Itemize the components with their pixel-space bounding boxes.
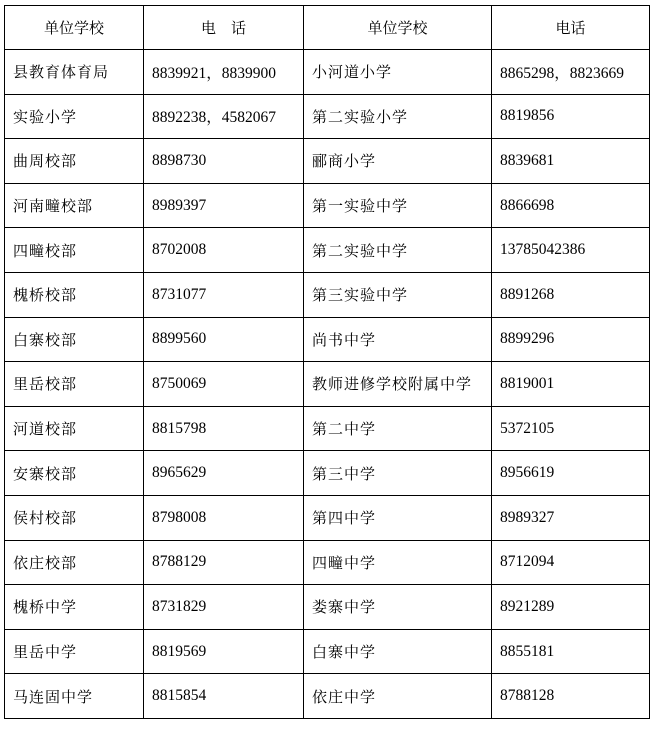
school-name-cell: 曲周校部 xyxy=(5,139,144,184)
phone-number-cell: 13785042386 xyxy=(492,228,650,273)
phone-number-cell: 8819569 xyxy=(144,629,304,674)
school-name-cell: 尚书中学 xyxy=(304,317,492,362)
phone-number-cell: 8819001 xyxy=(492,362,650,407)
school-name-cell: 实验小学 xyxy=(5,94,144,139)
school-name-cell: 第二实验中学 xyxy=(304,228,492,273)
school-name-cell: 槐桥中学 xyxy=(5,585,144,630)
phone-number-cell: 8839921，8839900 xyxy=(144,50,304,95)
phone-number-cell: 8956619 xyxy=(492,451,650,496)
table-row xyxy=(5,495,650,540)
table-row xyxy=(5,228,650,273)
phone-number-cell: 8815854 xyxy=(144,674,304,719)
school-name-cell: 河道校部 xyxy=(5,406,144,451)
phone-number-cell: 8899560 xyxy=(144,317,304,362)
school-name-cell: 里岳中学 xyxy=(5,629,144,674)
table-row xyxy=(5,183,650,228)
phone-number-cell: 8731829 xyxy=(144,585,304,630)
header-school-b: 单位学校 xyxy=(304,6,492,50)
school-name-cell: 依庄中学 xyxy=(304,674,492,719)
table-row xyxy=(5,362,650,407)
table-row xyxy=(5,540,650,585)
phone-number-cell: 8989327 xyxy=(492,495,650,540)
table-row xyxy=(5,139,650,184)
phone-number-cell: 8839681 xyxy=(492,139,650,184)
phone-number-cell: 8702008 xyxy=(144,228,304,273)
phone-number-cell: 8815798 xyxy=(144,406,304,451)
phone-number-cell: 8921289 xyxy=(492,585,650,630)
table-row xyxy=(5,272,650,317)
phone-number-cell: 8819856 xyxy=(492,94,650,139)
phone-number-cell: 8989397 xyxy=(144,183,304,228)
school-name-cell: 白寨校部 xyxy=(5,317,144,362)
phone-number-cell: 8788128 xyxy=(492,674,650,719)
table-row xyxy=(5,585,650,630)
table-row xyxy=(5,674,650,719)
phone-number-cell: 8898730 xyxy=(144,139,304,184)
phone-number-cell: 8965629 xyxy=(144,451,304,496)
school-name-cell: 第二中学 xyxy=(304,406,492,451)
header-phone-b: 电话 xyxy=(492,6,650,50)
phone-number-cell: 8892238，4582067 xyxy=(144,94,304,139)
school-name-cell: 槐桥校部 xyxy=(5,272,144,317)
phone-number-cell: 8899296 xyxy=(492,317,650,362)
phone-number-cell: 8750069 xyxy=(144,362,304,407)
school-name-cell: 县教育体育局 xyxy=(5,50,144,95)
school-phone-table xyxy=(4,5,650,719)
school-name-cell: 四疃中学 xyxy=(304,540,492,585)
phone-number-cell: 8891268 xyxy=(492,272,650,317)
table-row xyxy=(5,50,650,95)
school-name-cell: 教师进修学校附属中学 xyxy=(304,362,492,407)
school-name-cell: 第二实验小学 xyxy=(304,94,492,139)
phone-number-cell: 8866698 xyxy=(492,183,650,228)
school-name-cell: 依庄校部 xyxy=(5,540,144,585)
header-school-a: 单位学校 xyxy=(5,6,144,50)
table-row xyxy=(5,406,650,451)
school-name-cell: 河南疃校部 xyxy=(5,183,144,228)
school-name-cell: 第三中学 xyxy=(304,451,492,496)
school-name-cell: 第四中学 xyxy=(304,495,492,540)
school-name-cell: 小河道小学 xyxy=(304,50,492,95)
phone-number-cell: 5372105 xyxy=(492,406,650,451)
school-name-cell: 娄寨中学 xyxy=(304,585,492,630)
table-header-row xyxy=(5,6,650,50)
school-name-cell: 侯村校部 xyxy=(5,495,144,540)
phone-number-cell: 8731077 xyxy=(144,272,304,317)
table-row xyxy=(5,94,650,139)
phone-number-cell: 8865298，8823669 xyxy=(492,50,650,95)
school-name-cell: 里岳校部 xyxy=(5,362,144,407)
header-phone-a: 电 话 xyxy=(144,6,304,50)
school-name-cell: 郦商小学 xyxy=(304,139,492,184)
school-name-cell: 白寨中学 xyxy=(304,629,492,674)
table-row xyxy=(5,629,650,674)
school-name-cell: 马连固中学 xyxy=(5,674,144,719)
phone-number-cell: 8855181 xyxy=(492,629,650,674)
school-name-cell: 安寨校部 xyxy=(5,451,144,496)
school-name-cell: 四疃校部 xyxy=(5,228,144,273)
school-name-cell: 第三实验中学 xyxy=(304,272,492,317)
table-row xyxy=(5,317,650,362)
school-name-cell: 第一实验中学 xyxy=(304,183,492,228)
table-row xyxy=(5,451,650,496)
phone-number-cell: 8712094 xyxy=(492,540,650,585)
phone-number-cell: 8788129 xyxy=(144,540,304,585)
table-body xyxy=(5,50,650,719)
phone-number-cell: 8798008 xyxy=(144,495,304,540)
